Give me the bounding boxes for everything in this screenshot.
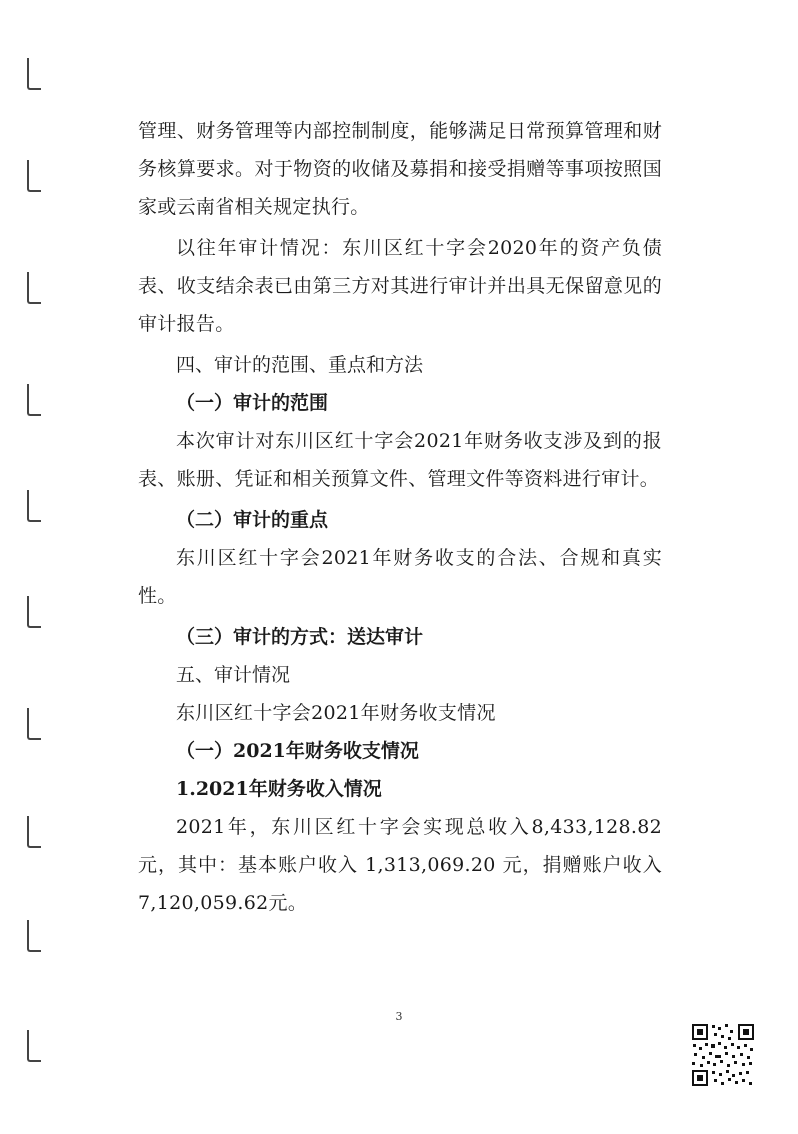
binding-mark <box>27 58 41 90</box>
body-paragraph: 本次审计对东川区红十字会2021年财务收支涉及到的报表、账册、凭证和相关预算文件、管理文件等资料进行审计。 <box>138 430 662 490</box>
qr-code-icon <box>690 1022 756 1088</box>
binding-mark <box>27 708 41 740</box>
body-paragraph: 以往年审计情况：东川区红十字会2020年的资产负债表、收支结余表已由第三方对其进行审计并出具无保留意见的审计报告。 <box>138 237 662 335</box>
section-heading: 五、审计情况 <box>176 664 291 686</box>
subsection-heading: （一）审计的范围 <box>176 392 329 414</box>
binding-mark <box>27 160 41 192</box>
body-paragraph: 管理、财务管理等内部控制制度，能够满足日常预算管理和财务核算要求。对于物资的收储及募捐和接受捐赠等事项按照国家或云南省相关规定执行。 <box>138 120 662 218</box>
binding-mark <box>27 490 41 522</box>
subsection-heading: 1.2021年财务收入情况 <box>176 778 382 800</box>
section-heading: 四、审计的范围、重点和方法 <box>176 354 424 376</box>
body-paragraph: 东川区红十字会2021年财务收支的合法、合规和真实性。 <box>138 547 662 607</box>
page-number: 3 <box>395 1010 403 1023</box>
binding-mark <box>27 596 41 628</box>
body-paragraph: 2021年，东川区红十字会实现总收入8,433,128.82元，其中：基本账户收入 1,313,069.20 元，捐赠账户收入7,120,059.62元。 <box>138 816 662 914</box>
body-paragraph: 东川区红十字会2021年财务收支情况 <box>176 702 496 724</box>
binding-mark <box>27 920 41 952</box>
document-body <box>138 112 662 922</box>
binding-mark <box>27 384 41 416</box>
binding-mark <box>27 272 41 304</box>
binding-mark <box>27 816 41 848</box>
subsection-heading: （二）审计的重点 <box>176 509 329 531</box>
subsection-heading: （三）审计的方式：送达审计 <box>176 626 424 648</box>
binding-mark <box>27 1030 41 1062</box>
subsection-heading: （一）2021年财务收支情况 <box>176 740 419 762</box>
